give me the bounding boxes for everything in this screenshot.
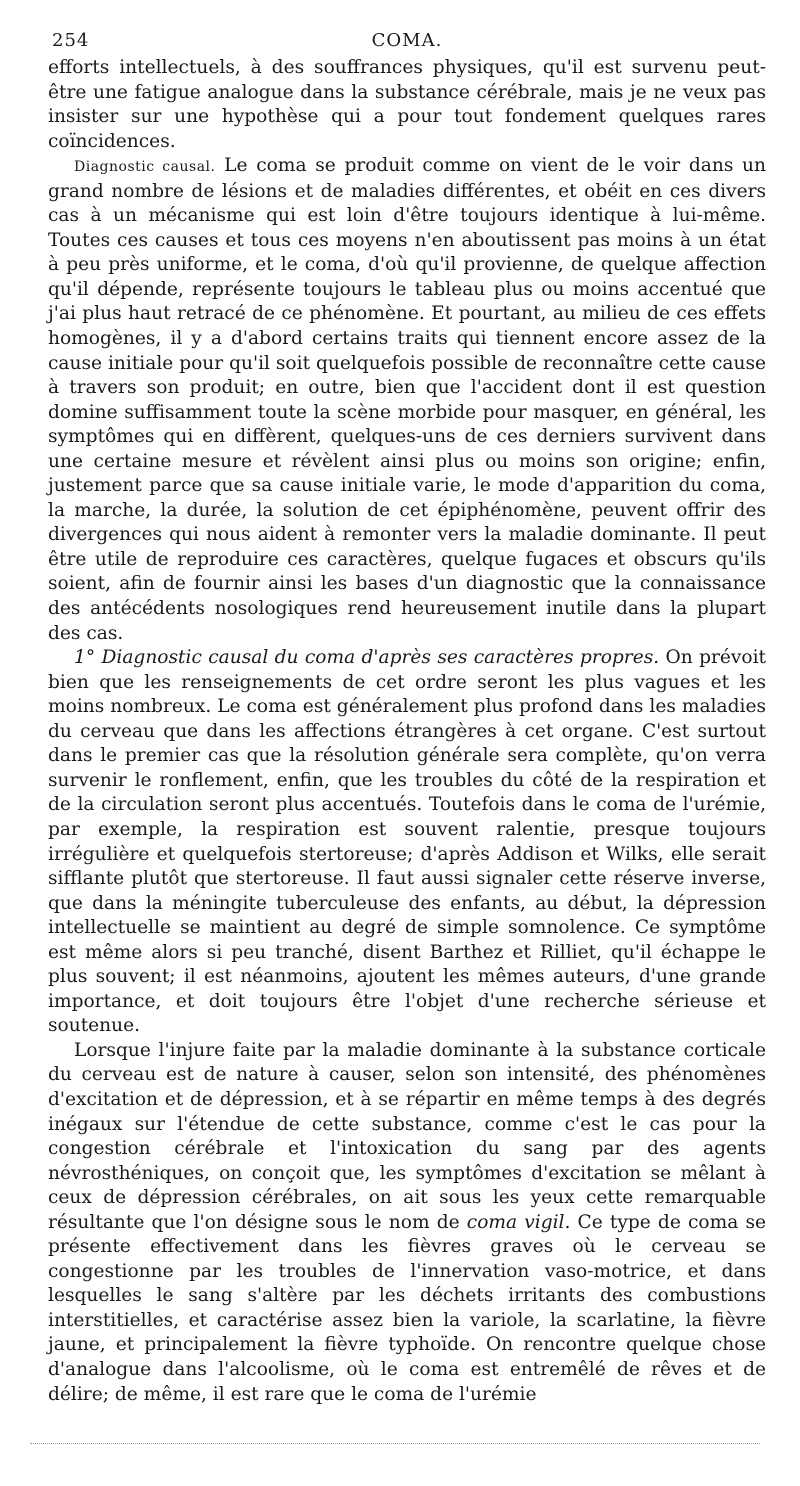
paragraph-text: Le coma se produit comme on vient de le voir dans un grand nombre de lésions et de maladies différentes, et obéit en ces divers cas à un mécanisme qui est loin d'être toujours identique à lui-même. Toutes ces causes et tous ces moyens n'en aboutissent pas moins à un état à peu près uniforme, et le coma, d'où qu'il provienne, de quelque affection qu'il dépende, représente toujours le tableau plus ou moins accentué que j'ai plus haut retracé de ce phénomène. Et pourtant, au milieu de ces effets homogènes, il y a d'abord certains traits qui tiennent encore assez de la cause initiale pour qu'il soit quelquefois possible de reconnaître cette cause à travers son produit; en outre, bien que l'accident dont il est question domine suffisamment toute la scène morbide pour masquer, en général, les symptômes qui en diffèrent, quelques-uns de ces derniers survivent dans une certaine mesure et révèlent ainsi plus ou moins son origine; enfin, justement parce que sa cause initiale varie, le mode d'apparition du coma, la marche, la durée, la solution de cet épiphénomène, peuvent offrir des divergences qui nous aident à remonter vers la maladie dominante. Il peut être utile de reproduire ces caractères, quelque fugaces et obscurs qu'ils soient, afin de fournir ainsi les bases d'un diagnostic que la connaissance des antécédents nosologiques rend heureusement inutile dans la plupart des cas. — [48, 155, 766, 644]
paragraph-diagnostic-causal — [48, 154, 766, 646]
running-head — [48, 30, 766, 56]
section-heading-italic: 1° Diagnostic causal du coma d'après ses caractères propres. — [74, 647, 660, 669]
paragraph-diagnostic-caracteres — [48, 646, 766, 1039]
paragraph-coma-vigil — [48, 1039, 766, 1407]
paragraph-text: On prévoit bien que les renseignements de cet ordre seront les plus vagues et les moins nombreux. Le coma est généralement plus profond dans les maladies du cerveau que dans les affections étrangères à cet organe. C'est surtout dans le premier cas que la résolution générale sera complète, qu'on verra survenir le ronflement, enfin, que les troubles du côté de la respiration et de la circulation seront plus accentués. Toutefois dans le coma de l'urémie, par exemple, la respiration est souvent ralentie, presque toujours irrégulière et quelquefois stertoreuse; d'après Addison et Wilks, elle serait sifflante plutôt que stertoreuse. Il faut aussi signaler cette réserve inverse, que dans la méningite tuberculeuse des enfants, au début, la dépression intellectuelle se maintient au degré de simple somnolence. Ce symptôme est même alors si peu tranché, disent Barthez et Rilliet, qu'il échappe le plus souvent; il est néanmoins, ajoutent les mêmes auteurs, d'une grande importance, et doit toujours être l'objet d'une recherche sérieuse et soutenue. — [48, 647, 766, 1037]
body-text — [48, 56, 766, 1407]
running-title: COMA. — [371, 30, 443, 51]
italic-term: coma vigil. — [466, 1211, 571, 1233]
paragraph-text: efforts intellectuels, à des souffrances physiques, qu'il est survenu peut-être une fatigue analogue dans la substance cérébrale, mais je ne veux pas insister sur une hypothèse qui a pour tout fondement quelques rares coïncidences. — [48, 57, 766, 152]
page-number: 254 — [52, 30, 90, 51]
paragraph-continuation — [48, 56, 766, 154]
paragraph-text: Lorsque l'injure faite par la maladie dominante à la substance corticale du cerveau est de nature à causer, selon son intensité, des phénomènes d'excitation et de dépression, et à se répartir en même temps à des degrés inégaux sur l'étendue de cette substance, comme c'est le cas pour la congestion cérébrale et l'intoxication du sang par des agents névrosthéniques, on conçoit que, les symptômes d'excitation se mêlant à ceux de dépression cérébrales, on ait sous les yeux cette remarquable résultante que l'on désigne sous le nom de — [48, 1039, 766, 1233]
page-bottom-rule — [30, 1443, 760, 1444]
section-lead: Diagnostic causal. — [74, 159, 216, 176]
book-page — [48, 30, 766, 1407]
paragraph-text: Ce type de coma se présente effectivement dans les fièvres graves où le cerveau se congestionne par les troubles de l'innervation vaso-motrice, et dans lesquelles le sang s'altère par les déchets irritants des combustions interstitielles, et caractérise assez bien la variole, la scarlatine, la fièvre jaune, et principalement la fièvre typhoïde. On rencontre quelque chose d'analogue dans l'alcoolisme, où le coma est entremêlé de rêves et de délire; de même, il est rare que le coma de l'urémie — [48, 1211, 766, 1405]
